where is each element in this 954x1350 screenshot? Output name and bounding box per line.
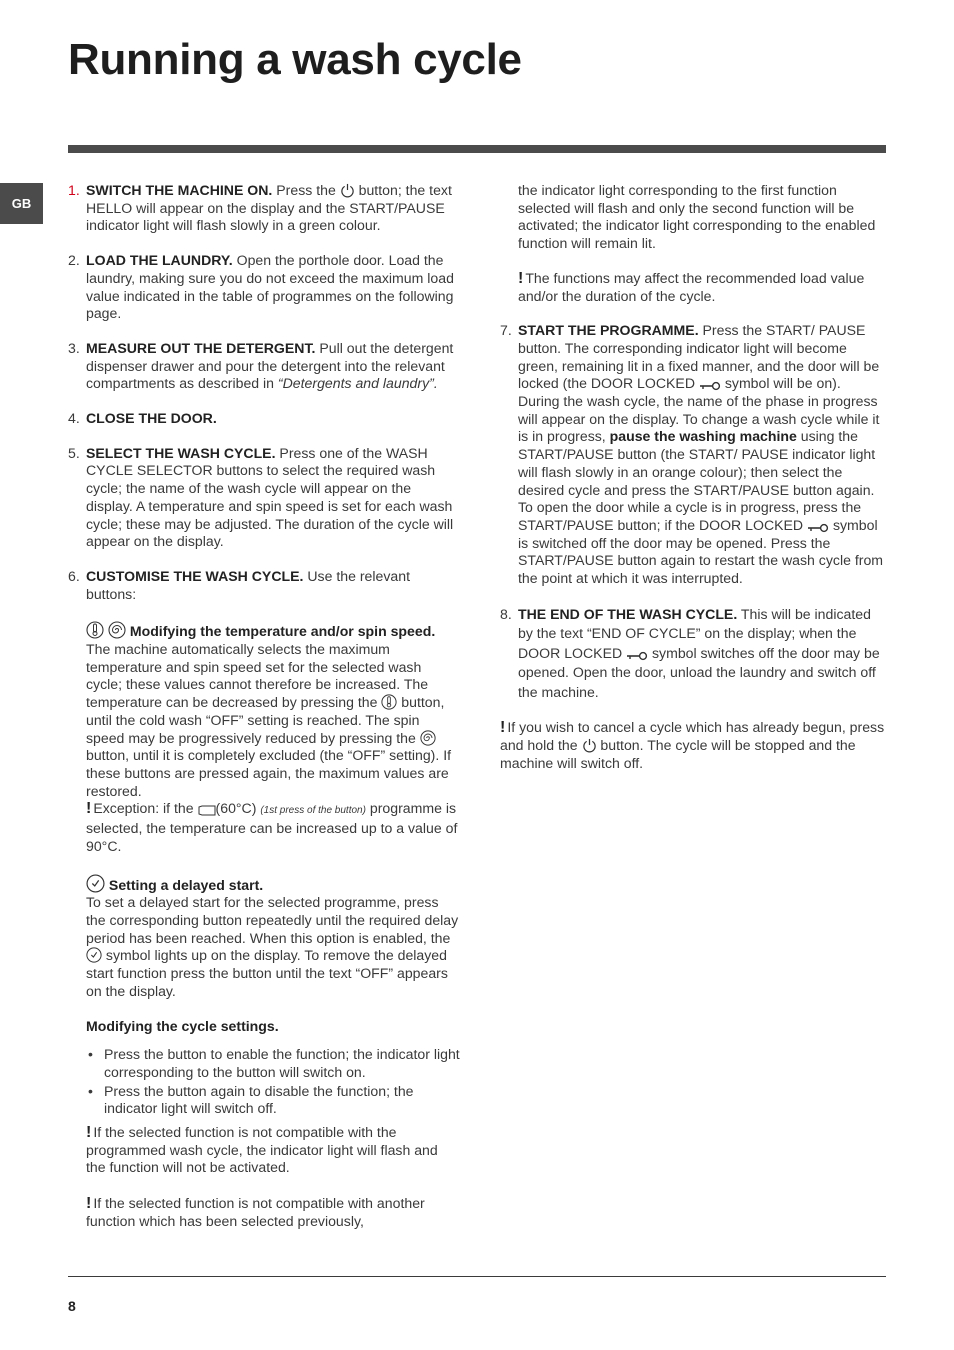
step-number: 4. bbox=[68, 410, 80, 427]
step-heading: SWITCH THE MACHINE ON. bbox=[86, 182, 273, 198]
warning-continuation: the indicator light corresponding to the first function selected will flash and only the second function will be activated; the indicator light corresponding to the enabled function will remain lit. bbox=[518, 182, 876, 252]
step-text: button; the text HELLO will appear on the display and the START/PAUSE indicator light will flash slowly in a green colour. bbox=[86, 182, 452, 234]
power-icon bbox=[340, 183, 355, 198]
power-icon bbox=[582, 738, 597, 753]
exception-text: programme is selected, the temperature can be increased up to a value of 90°C. bbox=[86, 800, 458, 854]
subsection-text: button, until the cold wash “OFF” setting is reached. The spin speed may be progressively reduced by pressing the bbox=[86, 694, 445, 746]
delay-clock-icon bbox=[86, 874, 105, 893]
warning-text: If the selected function is not compatible with the programmed wash cycle, the indicator light will flash and the function will not be activated. bbox=[86, 1123, 438, 1176]
page-title: Running a wash cycle bbox=[68, 35, 522, 84]
step-number: 1. bbox=[68, 182, 80, 198]
step-text: symbol is switched off the door may be opened. Press the START/PAUSE button again to restart the wash cycle from the point at which it was interrupted. bbox=[518, 516, 884, 587]
step-heading: CUSTOMISE THE WASH CYCLE. bbox=[86, 567, 304, 584]
step-text: Pull out the detergent dispenser drawer and pour the detergent into the relevant compartments as described in bbox=[86, 339, 454, 392]
step-text: using the START/PAUSE button (the START/ PAUSE indicator light will flash slowly in an orange colour); then select the desired cycle and press the START/PAUSE button again. bbox=[518, 428, 876, 498]
subsection-heading: Modifying the temperature and/or spin speed. bbox=[129, 623, 436, 640]
step-3 bbox=[68, 340, 460, 393]
footer-divider bbox=[68, 1276, 886, 1277]
step-number: 2. bbox=[68, 252, 80, 269]
step-number: 6. bbox=[68, 567, 80, 584]
step-2 bbox=[68, 252, 460, 323]
section-reference: “Detergents and laundry”. bbox=[277, 375, 438, 392]
step-heading: MEASURE OUT THE DETERGENT. bbox=[86, 339, 316, 356]
step-8 bbox=[500, 605, 886, 703]
right-column bbox=[500, 182, 886, 772]
list-item: • Press the button again to disable the function; the indicator light will switch off. bbox=[86, 1083, 460, 1118]
language-tab: GB bbox=[0, 183, 43, 224]
temperature-icon bbox=[86, 621, 104, 639]
warning-text: The functions may affect the recommended load value and/or the duration of the cycle. bbox=[518, 269, 865, 304]
door-locked-key-icon bbox=[699, 381, 721, 391]
step-7 bbox=[500, 322, 886, 588]
step-number: 5. bbox=[68, 444, 80, 461]
step-heading: SELECT THE WASH CYCLE. bbox=[86, 444, 276, 461]
step-text: Press the START/ PAUSE button. The corresponding indicator light will become green, remaining lit in a fixed manner, and the door will be locked (the DOOR LOCKED bbox=[518, 322, 880, 392]
step-6 bbox=[68, 568, 460, 1231]
note-text: If you wish to cancel a cycle which has already begun, press and hold the bbox=[500, 719, 885, 753]
temp-spin-section bbox=[86, 621, 460, 855]
step-heading: LOAD THE LAUNDRY. bbox=[86, 252, 233, 269]
step-number: 8. bbox=[500, 605, 512, 622]
left-column bbox=[68, 182, 460, 1247]
step-1 bbox=[68, 182, 460, 235]
note-text: button. The cycle will be stopped and the machine will switch off. bbox=[500, 736, 856, 771]
page-number: 8 bbox=[68, 1298, 76, 1314]
exception-text: Exception: if the bbox=[93, 800, 198, 817]
header-divider-bar bbox=[68, 145, 886, 153]
delay-clock-icon bbox=[86, 947, 102, 963]
step-text: Press one of the WASH CYCLE SELECTOR buttons to select the required wash cycle; the name of the wash cycle will appear on the display. A temperature and spin speed is set for each wash cycle; these may be adjusted. The duration of the cycle will appear on the display. bbox=[86, 444, 454, 550]
door-locked-key-icon bbox=[807, 523, 829, 533]
subsection-text: To set a delayed start for the selected programme, press the corresponding button repeatedly until the required delay period has been reached. When this option is enabled, the bbox=[86, 894, 459, 946]
warning-text: If the selected function is not compatible with another function which has been selected previously, bbox=[86, 1195, 425, 1229]
temperature-icon bbox=[381, 694, 397, 710]
exception-text: (60°C) bbox=[215, 800, 261, 817]
step-text: symbol switches off the door may be opened. Open the door, unload the laundry and switch off the machine. bbox=[518, 644, 880, 700]
door-locked-key-icon bbox=[626, 651, 648, 661]
step-text: Use the relevant buttons: bbox=[86, 567, 410, 602]
delay-section bbox=[86, 874, 460, 1001]
emphasis-text: pause the washing machine bbox=[609, 428, 797, 445]
warning-icon: ! bbox=[86, 1123, 92, 1141]
subsection-text: symbol lights up on the display. To remove the delayed start function press the button until the text “OFF” appears on the display. bbox=[86, 947, 448, 999]
warning-icon: ! bbox=[500, 719, 506, 737]
subsection-heading: Modifying the cycle settings. bbox=[86, 1018, 279, 1035]
bullet-list bbox=[86, 1046, 460, 1118]
list-item: • Press the button to enable the function; the indicator light corresponding to the button will switch on. bbox=[86, 1046, 460, 1081]
step-text: To open the door while a cycle is in progress, press the START/PAUSE button; if the DOOR LOCKED bbox=[518, 499, 862, 533]
cotton-programme-icon bbox=[198, 805, 216, 816]
step-heading: START THE PROGRAMME. bbox=[518, 322, 699, 339]
spin-icon bbox=[108, 621, 126, 639]
exception-note: (1st press of the button) bbox=[260, 805, 366, 817]
step-heading: THE END OF THE WASH CYCLE. bbox=[518, 605, 738, 622]
step-text: Open the porthole door. Load the laundry, making sure you do not exceed the maximum load value indicated in the table of programmes on the following page. bbox=[86, 252, 454, 322]
warning-icon: ! bbox=[518, 269, 524, 287]
cancel-note bbox=[500, 719, 886, 772]
subsection-text: button, until it is completely excluded (the “OFF” setting). If these buttons are pressed again, the maximum values are restored. bbox=[86, 747, 452, 799]
subsection-heading: Setting a delayed start. bbox=[108, 876, 264, 893]
subsection-text: The machine automatically selects the maximum temperature and spin speed set for the selected wash cycle; these values cannot therefore be increased. The temperature can be decreased by pressing the bbox=[86, 641, 429, 711]
step-number: 7. bbox=[500, 322, 512, 339]
warning-icon: ! bbox=[86, 800, 92, 818]
step-5 bbox=[68, 445, 460, 551]
step-text: Press the bbox=[272, 182, 340, 198]
step-heading: CLOSE THE DOOR. bbox=[86, 410, 217, 427]
warning-icon: ! bbox=[86, 1195, 92, 1213]
step-number: 3. bbox=[68, 339, 80, 356]
spin-icon bbox=[420, 730, 436, 746]
step-text: symbol will be on). During the wash cycle, the name of the phase in progress will appear on the display. To change a wash cycle while it is in progress, bbox=[518, 375, 880, 445]
step-4 bbox=[68, 410, 460, 428]
step-text: This will be indicated by the text “END OF CYCLE” on the display; when the DOOR LOCKED bbox=[518, 605, 871, 661]
